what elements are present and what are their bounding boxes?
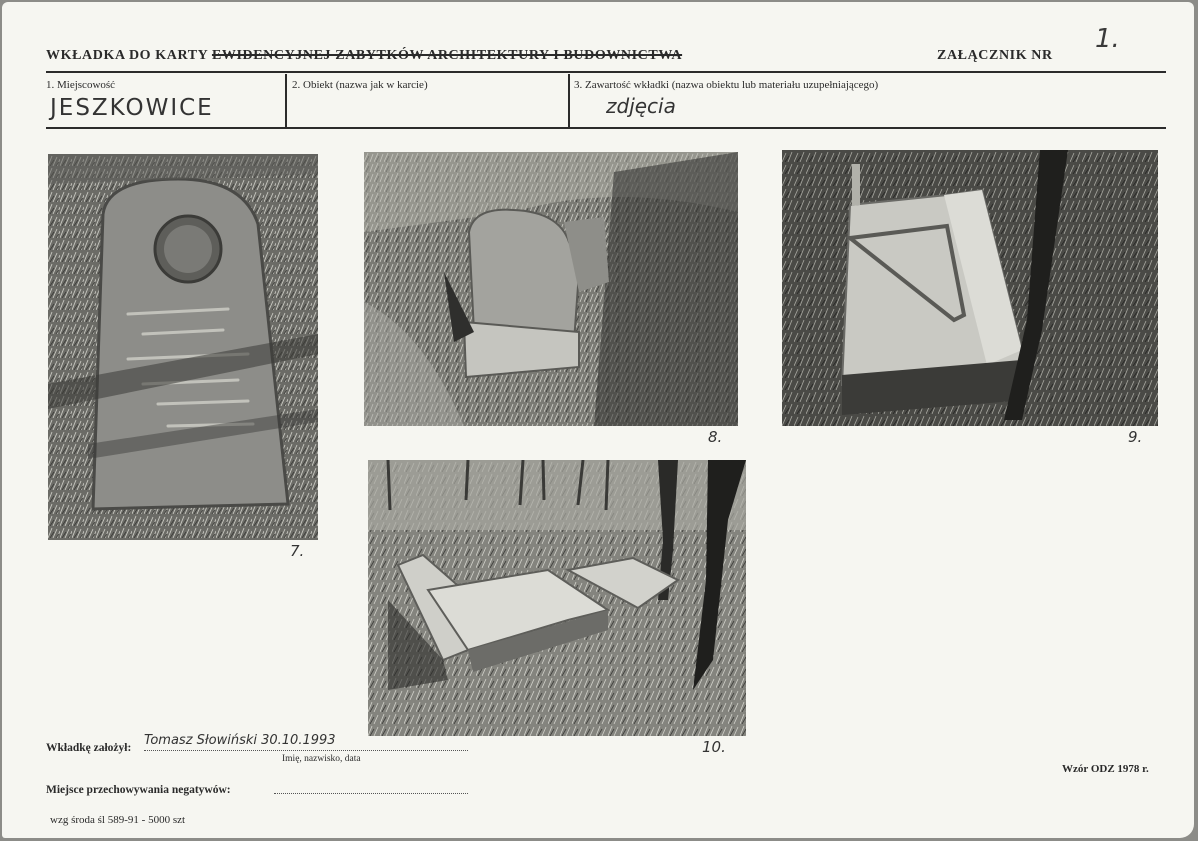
annex-label: ZAŁĄCZNIK NR — [937, 48, 1053, 63]
photo-number-8: 8. — [708, 428, 723, 446]
content-value: zdjęcia — [606, 94, 676, 118]
photo-number-9: 9. — [1128, 428, 1143, 446]
print-info: wzg środa śl 589-91 - 5000 szt — [50, 814, 186, 826]
negatives-label: Miejsce przechowywania negatywów: — [46, 784, 231, 796]
form-title-prefix: WKŁADKA DO KARTY — [46, 48, 208, 63]
photo-grave-slab — [782, 150, 1158, 426]
field-divider-2 — [568, 74, 570, 129]
form-model: Wzór ODZ 1978 r. — [1062, 763, 1149, 775]
document-sheet — [2, 2, 1194, 838]
photo-number-7: 7. — [290, 542, 305, 560]
photo-broken-slabs — [368, 460, 746, 736]
object-label: 2. Obiekt (nazwa jak w karcie) — [292, 79, 428, 91]
author-caption: Imię, nazwisko, data — [282, 754, 361, 764]
header-rule-bottom — [46, 127, 1166, 129]
annex-number: 1. — [1095, 24, 1120, 54]
form-title-struck: EWIDENCYJNEJ ZABYTKÓW ARCHITEKTURY I BUDOWNICTWA — [211, 48, 683, 63]
negatives-dotted-line — [274, 793, 468, 794]
photo-leaning-headstone — [364, 152, 738, 426]
photo-number-10: 10. — [702, 738, 726, 756]
locality-label: 1. Miejscowość — [46, 79, 116, 91]
content-label: 3. Zawartość wkładki (nazwa obiektu lub materiału uzupełniającego) — [574, 79, 879, 91]
photo-tombstone-inscription — [48, 154, 318, 540]
header-rule-top — [46, 71, 1166, 73]
locality-value: JESZKOWICE — [50, 95, 214, 121]
author-label: Wkładkę założył: — [46, 742, 132, 754]
field-divider-1 — [285, 74, 287, 129]
author-value: Tomasz Słowiński 30.10.1993 — [144, 733, 336, 748]
form-title — [46, 48, 682, 64]
author-dotted-line — [144, 750, 468, 751]
